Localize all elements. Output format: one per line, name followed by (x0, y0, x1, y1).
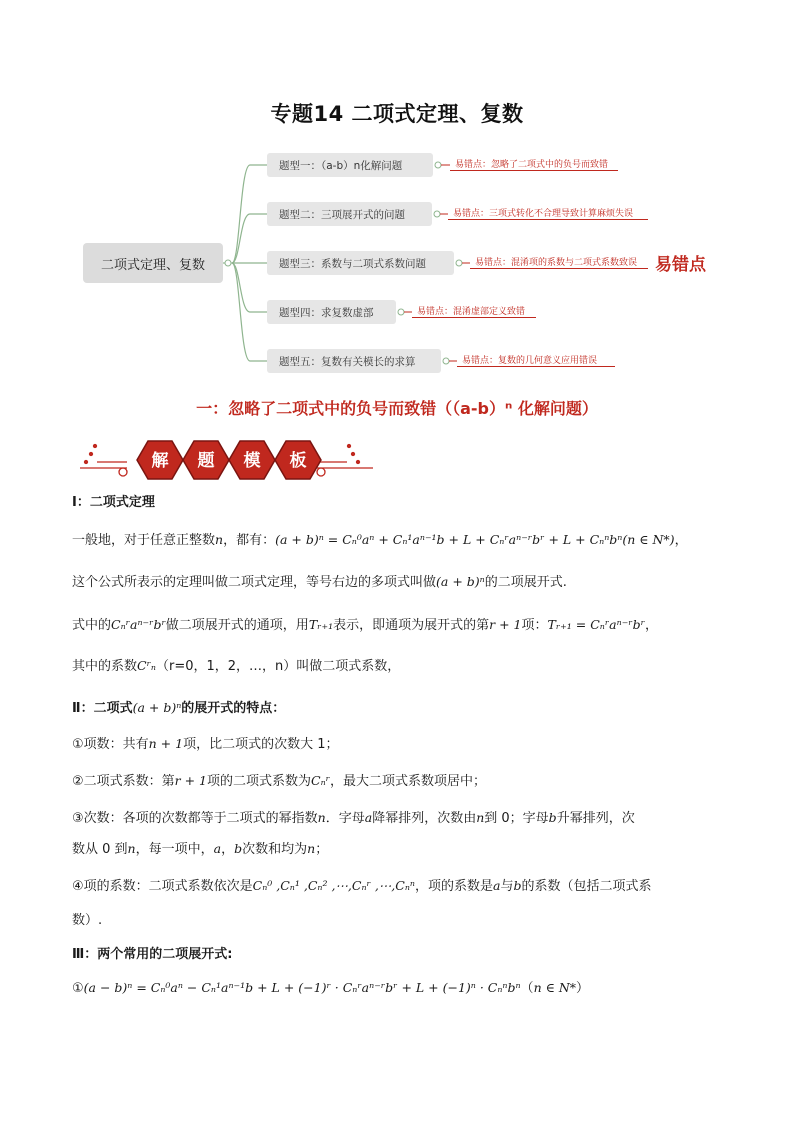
formula-item-1 (72, 977, 589, 996)
binomial-minus-formula: (a − b)ⁿ = Cₙ⁰aⁿ − Cₙ¹aⁿ⁻¹b + L + (−1)ʳ · Cₙʳaⁿ⁻ʳbʳ + L + (−1)ⁿ · Cₙⁿbⁿ (83, 980, 521, 995)
text: 次数和均为 (242, 842, 308, 857)
heading-common-expansions: Ⅲ：两个常用的二项展开式: (72, 947, 233, 962)
paragraph-theorem (72, 529, 688, 548)
section-heading: 一：忽略了二项式中的负号而致错（（a-b）ⁿ 化解问题） (196, 399, 598, 418)
text: 项的二项式系数为 (207, 774, 312, 789)
mindmap-root: 二项式定理、复数 (83, 243, 223, 283)
feature-item-2 (72, 770, 486, 789)
mindmap-node-3: 题型三：系数与二项式系数问题 (267, 251, 454, 275)
text: 的系数（包括二项式系 (521, 879, 652, 894)
text: ②二项式系数：第 (72, 774, 175, 789)
mindmap-node-2: 题型二：三项展开式的问题 (267, 202, 432, 226)
mindmap-node-4: 题型四：求复数虚部 (267, 300, 396, 324)
error-underline-3 (470, 268, 648, 269)
error-label-1: 易错点：忽略了二项式中的负号而致错 (455, 160, 609, 170)
text: 做二项展开式的通项，用 (165, 618, 309, 633)
binomial-formula: (a + b)ⁿ = Cₙ⁰aⁿ + Cₙ¹aⁿ⁻¹b + L + Cₙʳaⁿ⁻ʳbʳ + L + Cₙⁿbⁿ(n ∈ N*) (275, 532, 675, 547)
paragraph-general-term (72, 614, 658, 633)
math: Cʳₙ (137, 658, 156, 673)
math: a (493, 878, 501, 893)
error-underline-2 (448, 219, 648, 220)
math: Cₙʳaⁿ⁻ʳbʳ (111, 617, 166, 632)
banner-decoration-right (317, 445, 373, 477)
error-underline-1 (450, 170, 618, 171)
text: 的展开式的特点： (181, 701, 286, 716)
feature-item-4 (72, 875, 652, 894)
math: n ∈ N* (533, 980, 577, 995)
text: 其中的系数 (72, 659, 138, 674)
text: 降幂排列，次数由 (372, 811, 477, 826)
error-points-label: 易错点 (655, 255, 706, 275)
text: 项： (521, 618, 548, 633)
text: 的二项展开式. (484, 575, 567, 590)
solution-template-banner (75, 436, 375, 484)
math: Cₙ⁰ ,Cₙ¹ ,Cₙ² ,⋯,Cₙʳ ,⋯,Cₙⁿ (252, 878, 415, 893)
text: ； (315, 842, 329, 857)
feature-item-3-cont (72, 838, 328, 857)
text: ， (644, 618, 658, 633)
heading-expansion-features (72, 697, 285, 716)
banner-char-3: 模 (243, 451, 261, 471)
math: n (215, 532, 224, 547)
math: a (364, 810, 373, 825)
math: n (317, 810, 326, 825)
text: （ (520, 981, 534, 996)
text: 这个公式所表示的定理叫做二项式定理，等号右边的多项式叫做 (72, 575, 437, 590)
math: n (127, 841, 136, 856)
text: 数从 0 到 (72, 842, 128, 857)
text: ， (221, 842, 235, 857)
feature-item-4-cont: 数）. (72, 913, 103, 928)
text: ③次数：各项的次数都等于二项式的幂指数 (72, 811, 318, 826)
math: n + 1 (148, 736, 184, 751)
mindmap-node-1: 题型一：（a-b）n化解问题 (267, 153, 433, 177)
banner-char-4: 板 (289, 451, 307, 471)
text: （r=0，1，2，…，n）叫做二项式系数， (156, 659, 401, 674)
mindmap-connectors (0, 0, 794, 380)
page-title: 专题14 二项式定理、复数 (270, 102, 524, 126)
math: a (213, 841, 222, 856)
text: 一般地，对于任意正整数 (72, 533, 216, 548)
paragraph-coefficient (72, 655, 400, 674)
text: ） (576, 981, 590, 996)
banner-decoration-left (80, 445, 127, 477)
error-label-4: 易错点：混淆虚部定义致错 (417, 307, 526, 317)
text: ，都有： (223, 533, 276, 548)
mindmap-node-5: 题型五：复数有关模长的求算 (267, 349, 441, 373)
paragraph-expansion (72, 571, 567, 590)
math: b (234, 841, 243, 856)
text: 到 0；字母 (484, 811, 549, 826)
feature-item-3 (72, 807, 635, 826)
text: 表示，即通项为展开式的第 (333, 618, 490, 633)
text: ．字母 (325, 811, 365, 826)
error-underline-5 (457, 366, 615, 367)
math: Tᵣ₊₁ = Cₙʳaⁿ⁻ʳbʳ (547, 617, 645, 632)
banner-char-1: 解 (151, 451, 169, 471)
math: n (476, 810, 485, 825)
math: Tᵣ₊₁ (308, 617, 334, 632)
text: 式中的 (72, 618, 112, 633)
math: Cₙʳ (311, 773, 331, 788)
text: ① (72, 981, 84, 996)
math: r + 1 (174, 773, 208, 788)
heading-binomial-theorem: Ⅰ：二项式定理 (72, 495, 155, 510)
error-underline-4 (412, 317, 536, 318)
math: r + 1 (489, 617, 522, 632)
math: b (513, 878, 522, 893)
feature-item-1 (72, 733, 339, 752)
text: ④项的系数：二项式系数依次是 (72, 879, 253, 894)
text: Ⅱ：二项式 (72, 701, 133, 716)
text: ， (674, 533, 688, 548)
text: ，最大二项式系数项居中； (330, 774, 487, 789)
error-label-3: 易错点：混淆项的系数与二项式系数致误 (475, 258, 638, 268)
math: b (548, 810, 557, 825)
math: (a + b)ⁿ (132, 700, 182, 715)
text: 升幂排列，次 (556, 811, 635, 826)
text: ，项的系数是 (414, 879, 493, 894)
math: (a + b)ⁿ (436, 574, 485, 589)
text: ①项数：共有 (72, 737, 149, 752)
text: ，每一项中， (135, 842, 214, 857)
error-label-5: 易错点：复数的几何意义应用错误 (462, 356, 598, 366)
math: n (307, 841, 316, 856)
error-label-2: 易错点：三项式转化不合理导致计算麻烦失误 (453, 209, 634, 219)
text: 与 (500, 879, 514, 894)
banner-char-2: 题 (197, 451, 215, 471)
text: 项，比二项式的次数大 1； (183, 737, 339, 752)
